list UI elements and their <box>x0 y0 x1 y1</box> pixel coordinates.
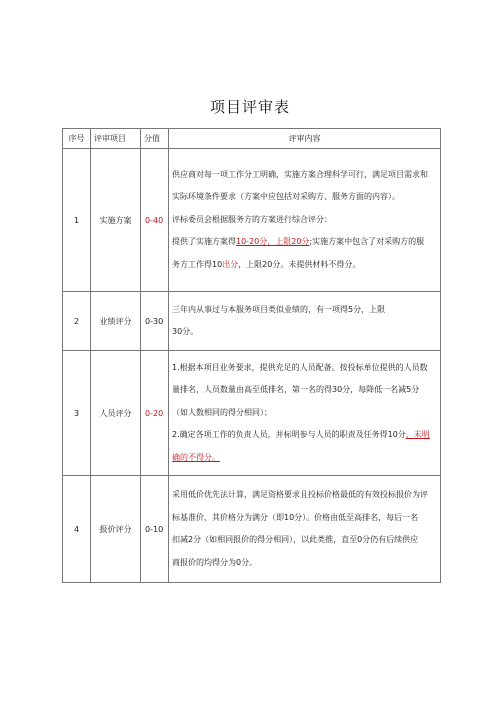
content-line: 扣减2分（如相同报价的得分相同），以此类推，直至0分仍有后续供应 <box>172 535 419 544</box>
table-row <box>63 149 441 292</box>
content-text: 务方工作得10 <box>172 259 223 269</box>
content-text: ，上限20分。未提供材料不得分。 <box>238 259 361 269</box>
content-line: 确的不得分。 <box>172 452 220 462</box>
content-line: 1.根据本项目业务要求，提供充足的人员配备。按投标单位提供的人员数 <box>172 362 428 372</box>
content-text: ;实施方案中包含了对采购方的服 <box>309 237 425 247</box>
table-row <box>63 292 441 351</box>
row-index: 4 <box>63 476 91 583</box>
content-text: 提供了实施方案得 <box>172 237 236 247</box>
content-line: 标基准价，其价格分为满分（即10分）。价格由低至高排名，每后一名 <box>172 512 419 522</box>
row-content <box>169 476 441 583</box>
row-score: 0-30 <box>141 292 169 351</box>
row-content <box>169 351 441 476</box>
highlight-text: ，未明 <box>405 430 430 440</box>
review-table <box>62 128 441 583</box>
row-index: 1 <box>63 149 91 292</box>
content-line: （如人数相同的得分相同）； <box>172 407 272 417</box>
row-index: 2 <box>63 292 91 351</box>
content-line: 30分。 <box>172 327 199 336</box>
content-line: 量排名，人员数量由高至低排名，第一名的得30分，每降低一名减5分 <box>172 385 420 395</box>
header-content: 评审内容 <box>169 129 441 149</box>
content-text: 2.确定各项工作的负责人员，并标明参与人员的职责及任务得10分 <box>172 430 406 440</box>
header-row <box>63 129 441 149</box>
highlight-text: ，上限20分 <box>267 237 310 247</box>
table-row <box>63 351 441 476</box>
content-line: 评标委员会根据服务方的方案进行综合评分： <box>172 214 332 224</box>
row-item: 实施方案 <box>91 149 141 292</box>
content-line: 供应商对每一项工作分工明确，实施方案合理科学可行，满足项目需求和 <box>172 169 428 179</box>
content-line: 商报价的均得分为0分。 <box>172 557 258 567</box>
content-line: 三年内从事过与本服务项目类似业绩的，有一项得5分，上限 <box>172 304 386 314</box>
row-content <box>169 149 441 292</box>
row-content <box>169 292 441 351</box>
header-score: 分值 <box>141 129 169 149</box>
content-line: 采用低价优先法计算，满足资格要求且投标价格最低的有效投标报价为评 <box>172 490 428 499</box>
highlight-text: 出分 <box>222 259 239 269</box>
content-line: 实际环境条件要求（方案中应包括对采购方、服务方面的内容）。 <box>172 192 400 202</box>
content-line <box>172 254 437 277</box>
header-item: 评审项目 <box>91 129 141 149</box>
row-score: 0-20 <box>141 351 169 476</box>
row-item: 报价评分 <box>91 476 141 583</box>
row-score: 0-10 <box>141 476 169 583</box>
table-row <box>63 476 441 583</box>
document-title: 项目评审表 <box>209 98 290 116</box>
content-line <box>172 424 437 447</box>
row-item: 业绩评分 <box>91 292 141 351</box>
row-index: 3 <box>63 351 91 476</box>
highlight-text: 10-20分 <box>236 237 268 247</box>
content-line <box>172 231 437 254</box>
row-score: 0-40 <box>141 149 169 292</box>
row-item: 人员评分 <box>91 351 141 476</box>
header-index: 序号 <box>63 129 91 149</box>
